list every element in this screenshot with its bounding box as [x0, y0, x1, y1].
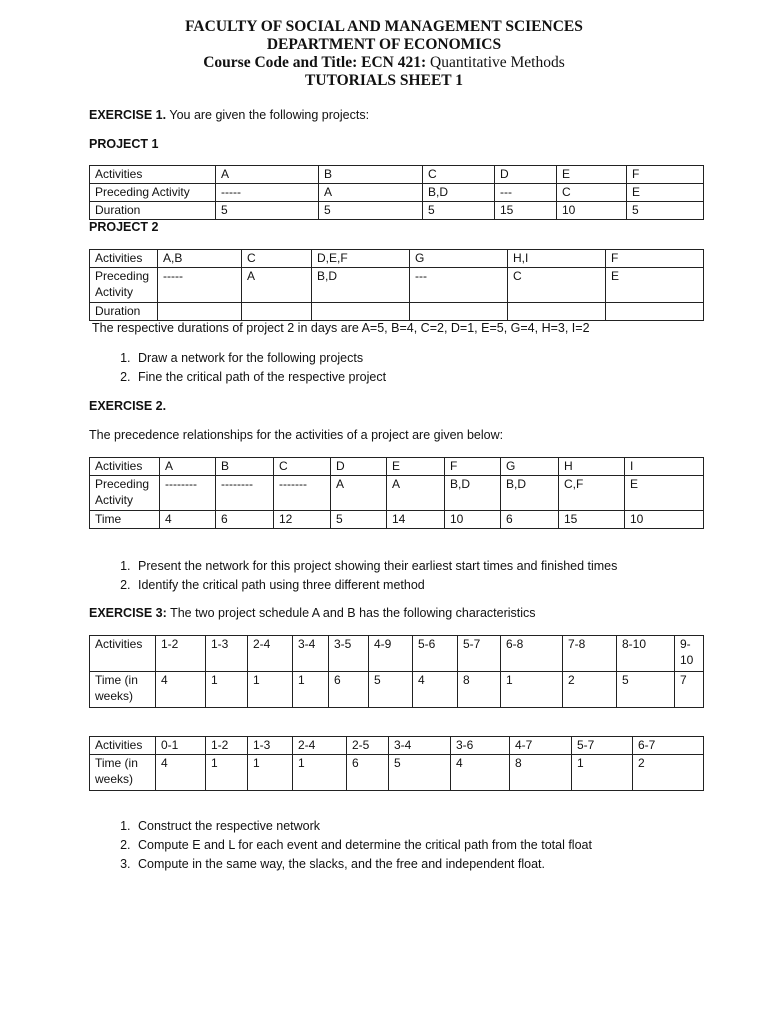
table-row: [90, 755, 704, 791]
table-cell: 3-5: [329, 636, 369, 672]
exercise2-label: EXERCISE 2.: [89, 399, 167, 413]
row-header-cell: Time (in weeks): [90, 755, 156, 791]
exercise2-table: [89, 457, 704, 529]
table-cell: 9-10: [675, 636, 704, 672]
table-cell: 1-3: [206, 636, 248, 672]
table-cell: I: [625, 458, 704, 476]
table-cell: 7: [675, 672, 704, 708]
table-cell: 3-4: [293, 636, 329, 672]
table-cell: G: [501, 458, 559, 476]
course-title: Quantitative Methods: [430, 54, 565, 71]
sheet-heading: TUTORIALS SHEET 1: [305, 72, 463, 89]
table-cell: 3-4: [389, 737, 451, 755]
table-cell: 15: [559, 511, 625, 529]
exercise2-task-list: [110, 557, 617, 595]
list-item: 1. Present the network for this project showing their earliest start times and finished times: [134, 557, 617, 576]
project1-table: [89, 165, 704, 220]
table-row: [90, 250, 704, 268]
row-header-cell: Activities: [90, 166, 216, 184]
row-header-cell: Activities: [90, 636, 156, 672]
table-cell: 2-5: [347, 737, 389, 755]
table-cell: 5-7: [572, 737, 633, 755]
table-row: [90, 476, 704, 511]
table-cell: 6-7: [633, 737, 704, 755]
exercise3-table-a: [89, 635, 704, 708]
table-cell: B: [216, 458, 274, 476]
table-cell: -------: [274, 476, 331, 511]
table-cell: E: [557, 166, 627, 184]
table-cell: [158, 303, 242, 321]
table-cell: C: [508, 268, 606, 303]
table-row: [90, 737, 704, 755]
table-cell: 7-8: [563, 636, 617, 672]
table-cell: --------: [160, 476, 216, 511]
table-cell: 5: [331, 511, 387, 529]
table-cell: 4-9: [369, 636, 413, 672]
table-cell: 1-2: [206, 737, 248, 755]
table-cell: A: [387, 476, 445, 511]
table-cell: A: [331, 476, 387, 511]
table-cell: F: [445, 458, 501, 476]
table-row: [90, 303, 704, 321]
table-cell: 5: [216, 202, 319, 220]
table-cell: 1-3: [248, 737, 293, 755]
row-header-cell: Time (in weeks): [90, 672, 156, 708]
exercise3-label: EXERCISE 3:: [89, 606, 167, 620]
table-cell: 5: [617, 672, 675, 708]
list-item: 2. Compute E and L for each event and determine the critical path from the total float: [134, 836, 592, 855]
row-header-cell: Preceding Activity: [90, 268, 158, 303]
table-cell: 1: [248, 672, 293, 708]
table-cell: 1: [206, 755, 248, 791]
table-cell: [242, 303, 312, 321]
table-cell: E: [387, 458, 445, 476]
list-item: 2. Fine the critical path of the respective project: [134, 368, 386, 387]
table-cell: 1: [501, 672, 563, 708]
table-cell: 2-4: [248, 636, 293, 672]
table-cell: 2: [633, 755, 704, 791]
table-cell: E: [625, 476, 704, 511]
exercise1-task-list: [110, 349, 386, 387]
table-cell: G: [410, 250, 508, 268]
table-cell: D,E,F: [312, 250, 410, 268]
exercise1-label: EXERCISE 1.: [89, 108, 167, 122]
table-cell: C: [242, 250, 312, 268]
table-cell: [410, 303, 508, 321]
faculty-heading: FACULTY OF SOCIAL AND MANAGEMENT SCIENCES: [185, 18, 583, 35]
table-cell: 1: [248, 755, 293, 791]
table-cell: 1: [572, 755, 633, 791]
table-row: [90, 636, 704, 672]
table-row: [90, 202, 704, 220]
table-cell: --------: [216, 476, 274, 511]
table-cell: C: [423, 166, 495, 184]
table-row: [90, 166, 704, 184]
table-cell: C,F: [559, 476, 625, 511]
table-cell: B,D: [423, 184, 495, 202]
table-cell: 5: [319, 202, 423, 220]
table-cell: 8: [510, 755, 572, 791]
list-item: 1. Draw a network for the following projects: [134, 349, 386, 368]
table-cell: E: [606, 268, 704, 303]
table-cell: A: [242, 268, 312, 303]
table-cell: E: [627, 184, 704, 202]
row-header-cell: Activities: [90, 737, 156, 755]
list-item: 3. Compute in the same way, the slacks, and the free and independent float.: [134, 855, 592, 874]
table-cell: C: [557, 184, 627, 202]
table-cell: B,D: [445, 476, 501, 511]
table-row: [90, 672, 704, 708]
table-cell: 4: [156, 672, 206, 708]
table-cell: A,B: [158, 250, 242, 268]
table-cell: 4: [451, 755, 510, 791]
table-cell: 5: [369, 672, 413, 708]
table-cell: 10: [625, 511, 704, 529]
table-cell: 4: [413, 672, 458, 708]
row-header-cell: Preceding Activity: [90, 184, 216, 202]
table-cell: D: [495, 166, 557, 184]
table-cell: [508, 303, 606, 321]
project2-durations-note: The respective durations of project 2 in days are A=5, B=4, C=2, D=1, E=5, G=4, H=3, I=2: [92, 321, 590, 335]
table-cell: B: [319, 166, 423, 184]
exercise1-intro: [89, 108, 369, 122]
table-cell: 1-2: [156, 636, 206, 672]
table-cell: 4: [156, 755, 206, 791]
table-cell: 1: [206, 672, 248, 708]
table-cell: 5: [423, 202, 495, 220]
row-header-cell: Activities: [90, 250, 158, 268]
table-cell: F: [627, 166, 704, 184]
table-cell: [606, 303, 704, 321]
table-cell: B,D: [312, 268, 410, 303]
project1-title: PROJECT 1: [89, 137, 159, 151]
course-code: Course Code and Title: ECN 421:: [203, 54, 427, 71]
project2-title: PROJECT 2: [89, 220, 159, 234]
exercise3-table-b: [89, 736, 704, 791]
department-heading: DEPARTMENT OF ECONOMICS: [266, 36, 502, 53]
table-row: [90, 268, 704, 303]
project2-table: [89, 249, 704, 321]
table-cell: A: [216, 166, 319, 184]
list-item: 2. Identify the critical path using three different method: [134, 576, 617, 595]
table-cell: 6-8: [501, 636, 563, 672]
table-cell: 5: [389, 755, 451, 791]
table-cell: 1: [293, 672, 329, 708]
table-cell: 6: [501, 511, 559, 529]
table-cell: 2-4: [293, 737, 347, 755]
row-header-cell: Activities: [90, 458, 160, 476]
table-cell: A: [319, 184, 423, 202]
exercise3-text: The two project schedule A and B has the following characteristics: [170, 606, 536, 620]
table-cell: ---: [410, 268, 508, 303]
table-cell: 4: [160, 511, 216, 529]
exercise1-text: You are given the following projects:: [169, 108, 370, 122]
table-row: [90, 184, 704, 202]
table-cell: [312, 303, 410, 321]
exercise3-task-list: [110, 817, 592, 874]
table-cell: B,D: [501, 476, 559, 511]
exercise3-intro: [89, 606, 536, 620]
table-cell: 3-6: [451, 737, 510, 755]
table-cell: 8: [458, 672, 501, 708]
table-cell: H,I: [508, 250, 606, 268]
row-header-cell: Duration: [90, 202, 216, 220]
table-cell: 10: [557, 202, 627, 220]
course-heading: [0, 54, 768, 72]
table-cell: 2: [563, 672, 617, 708]
row-header-cell: Preceding Activity: [90, 476, 160, 511]
table-cell: 6: [216, 511, 274, 529]
table-cell: ---: [495, 184, 557, 202]
table-cell: A: [160, 458, 216, 476]
table-cell: 0-1: [156, 737, 206, 755]
exercise2-intro: The precedence relationships for the activities of a project are given below:: [89, 428, 504, 442]
table-cell: 5: [627, 202, 704, 220]
table-cell: 1: [293, 755, 347, 791]
table-cell: 14: [387, 511, 445, 529]
row-header-cell: Duration: [90, 303, 158, 321]
table-cell: 4-7: [510, 737, 572, 755]
list-item: 1. Construct the respective network: [134, 817, 592, 836]
table-row: [90, 511, 704, 529]
table-cell: 5-7: [458, 636, 501, 672]
table-row: [90, 458, 704, 476]
row-header-cell: Time: [90, 511, 160, 529]
table-cell: H: [559, 458, 625, 476]
table-cell: 12: [274, 511, 331, 529]
table-cell: -----: [158, 268, 242, 303]
table-cell: 6: [329, 672, 369, 708]
table-cell: F: [606, 250, 704, 268]
table-cell: 6: [347, 755, 389, 791]
table-cell: 5-6: [413, 636, 458, 672]
table-cell: -----: [216, 184, 319, 202]
table-cell: 15: [495, 202, 557, 220]
table-cell: C: [274, 458, 331, 476]
table-cell: 8-10: [617, 636, 675, 672]
table-cell: D: [331, 458, 387, 476]
table-cell: 10: [445, 511, 501, 529]
